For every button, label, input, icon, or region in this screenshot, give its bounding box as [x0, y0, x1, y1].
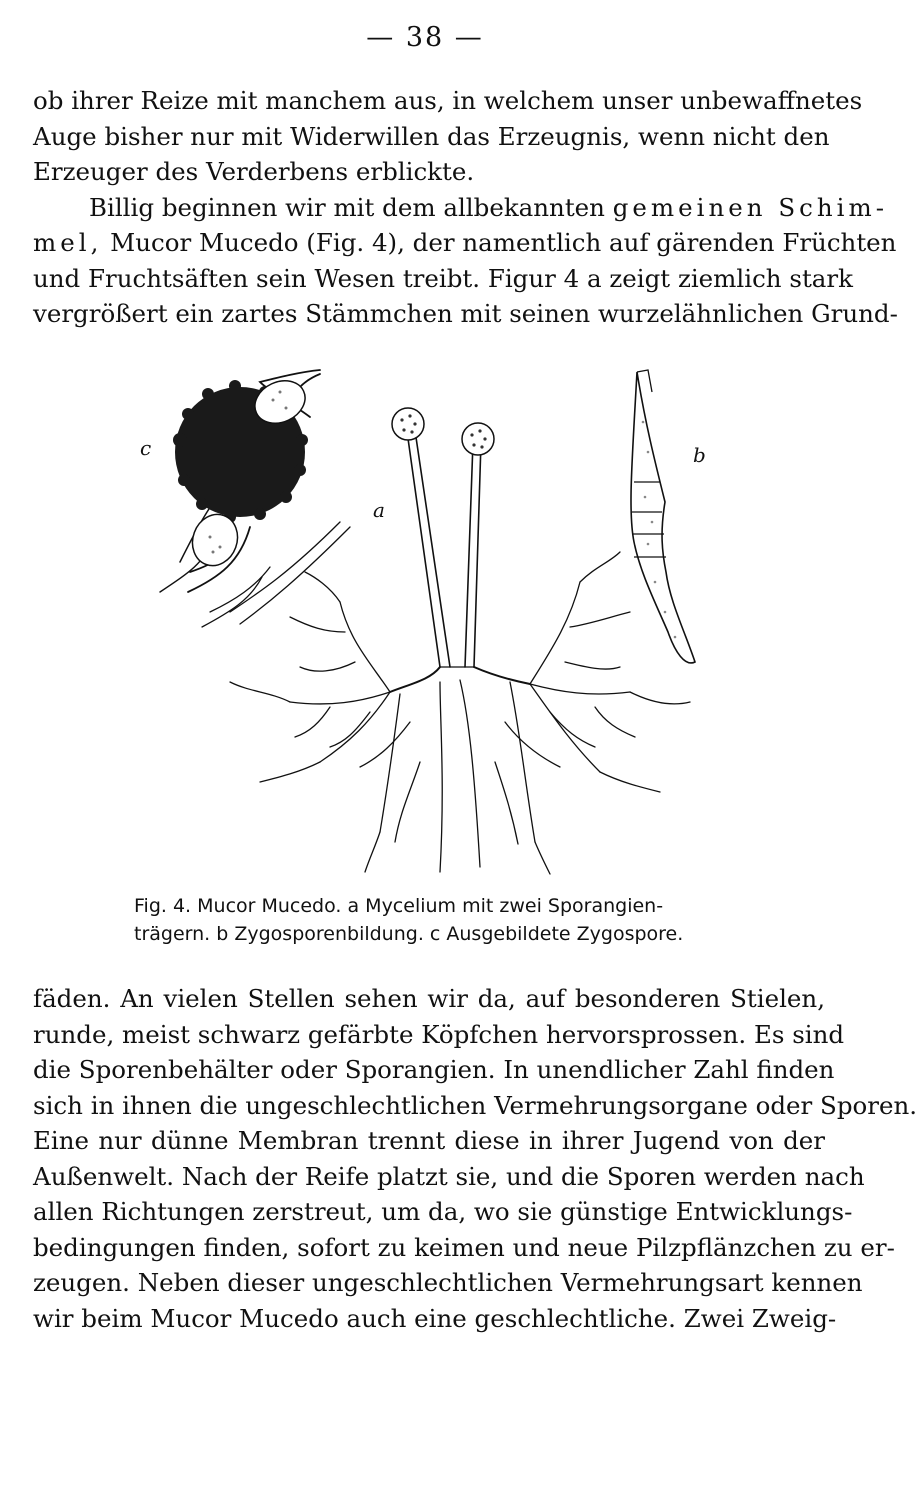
text-line: zeugen. Neben dieser ungeschlechtlichen Vermehrungsart kennen	[33, 1268, 863, 1297]
sporangium-left	[392, 408, 424, 440]
text-line: und Fruchtsäften sein Wesen treibt. Figur 4 a zeigt ziemlich stark	[33, 263, 853, 293]
label-b: b	[693, 443, 706, 467]
paragraph-top	[33, 83, 898, 332]
text-line: allen Richtungen zerstreut, um da, wo sie günstige Entwicklungs-	[33, 1197, 853, 1226]
caption-line: trägern. b Zygosporenbildung. c Ausgebildete Zygospore.	[134, 923, 684, 945]
text-line: sich in ihnen die ungeschlechtlichen Vermehrungsorgane oder Sporen.	[33, 1090, 917, 1120]
text-line: Auge bisher nur mit Widerwillen das Erzeugnis, wenn nicht den	[33, 121, 830, 151]
text-line: ob ihrer Reize mit manchem aus, in welchem unser unbewaffnetes	[33, 86, 863, 115]
text-run: Mucor Mucedo (Fig. 4), der namentlich auf gärenden Früchten	[110, 228, 897, 257]
text-line: Außenwelt. Nach der Reife platzt sie, und die Sporen werden nach	[33, 1161, 865, 1191]
text-line	[33, 225, 897, 261]
label-a: a	[373, 498, 385, 522]
sporangium-right	[462, 423, 494, 455]
text-line: bedingungen finden, sofort zu keimen und neue Pilzpflänzchen zu er-	[33, 1232, 895, 1262]
figure-caption	[134, 892, 734, 948]
text-line: fäden. An vielen Stellen sehen wir da, auf besonderen Stielen,	[33, 984, 825, 1013]
label-c: c	[140, 436, 152, 460]
text-line: wir beim Mucor Mucedo auch eine geschlechtliche. Zwei Zweig-	[33, 1303, 837, 1333]
mucor-illustration	[140, 362, 730, 882]
text-line: Erzeuger des Verderbens erblickte.	[33, 157, 475, 186]
text-run: Billig beginnen wir mit dem allbekannten	[89, 192, 605, 222]
caption-line: Fig. 4. Mucor Mucedo. a Mycelium mit zwei Sporangien-	[134, 895, 664, 917]
text-line: runde, meist schwarz gefärbte Köpfchen hervorsprossen. Es sind	[33, 1019, 845, 1049]
paragraph-bottom	[33, 981, 917, 1336]
mycelium-branches	[230, 552, 690, 874]
zygospore-formation	[631, 372, 695, 663]
spaced-term-end: mel,	[33, 228, 103, 257]
spaced-term: gemeinen Schim-	[612, 192, 888, 222]
text-line: die Sporenbehälter oder Sporangien. In unendlicher Zahl finden	[33, 1055, 835, 1084]
text-line	[33, 190, 888, 226]
text-line: vergrößert ein zartes Stämmchen mit seinen wurzelähnlichen Grund-	[33, 299, 898, 328]
page-number: — 38 —	[366, 22, 484, 53]
text-line: Eine nur dünne Membran trennt diese in ihrer Jugend von der	[33, 1126, 825, 1155]
